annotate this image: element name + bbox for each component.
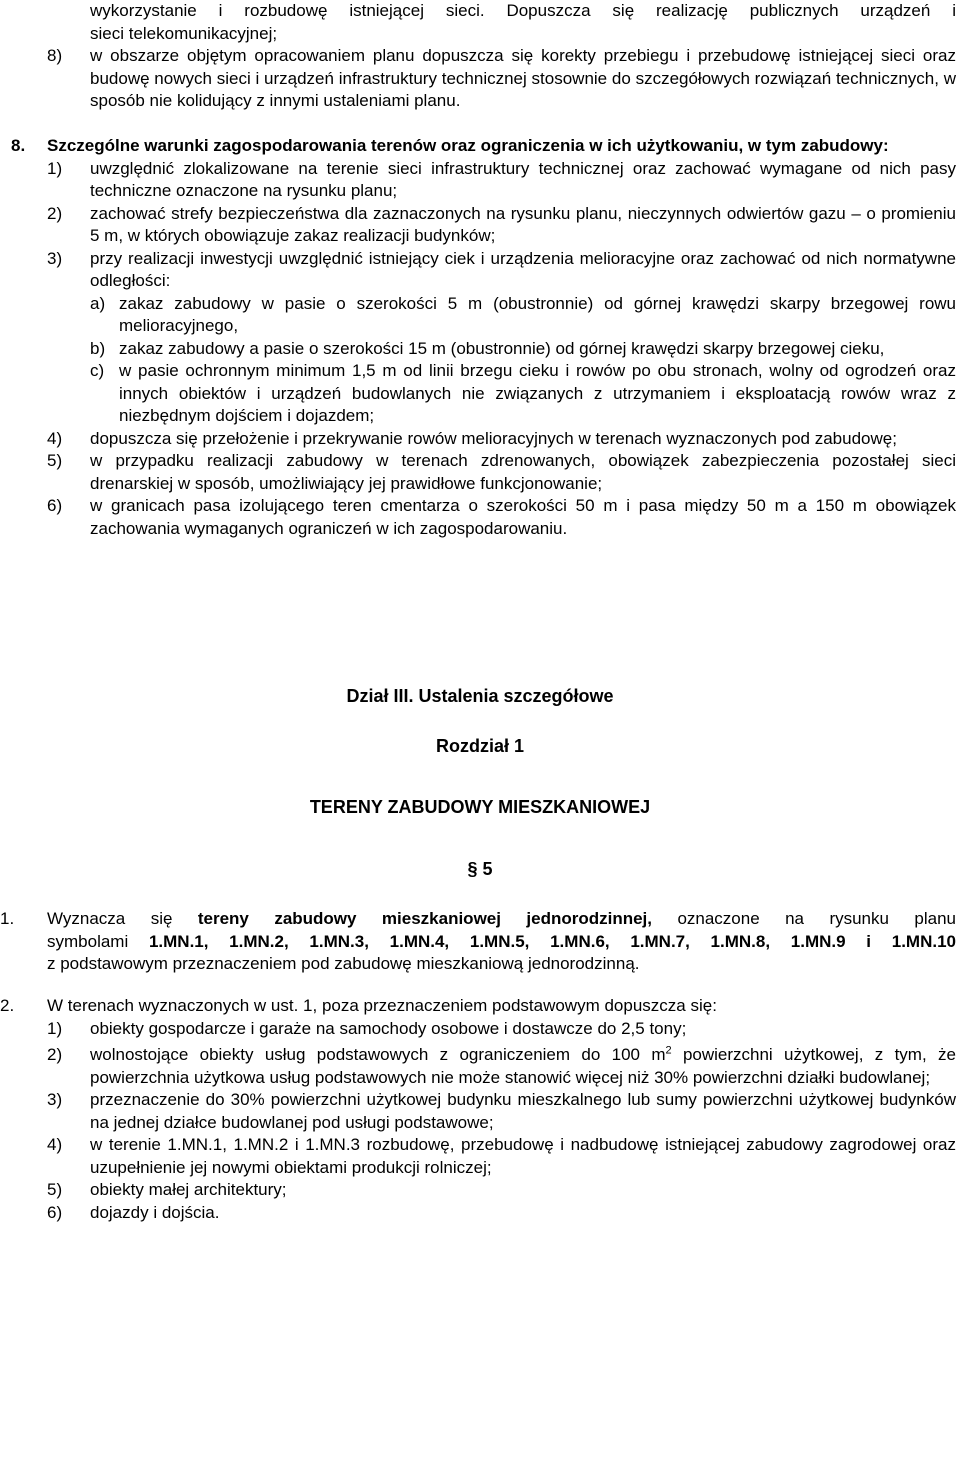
sub-item-letter: a) (90, 293, 106, 313)
section-heading: Szczególne warunki zagospodarowania terenów oraz ograniczenia w ich użytkowaniu, w tym zabudowy: (47, 136, 889, 155)
paragraph-2-intro (0, 995, 960, 1018)
paragraph-1-body (0, 908, 960, 976)
top-continuation (0, 0, 960, 113)
symbol-list: 1.MN.1, 1.MN.2, 1.MN.3, 1.MN.4, 1.MN.5, 1.MN.6, 1.MN.7, 1.MN.8, 1.MN.9 i 1.MN.10 (148, 931, 956, 951)
sub-item-text: zakaz zabudowy a pasie o szerokości 15 m (obustronnie) od górnej krawędzi skarpy brzegowej cieku, (119, 338, 885, 358)
list-text: dopuszcza się przełożenie i przekrywanie rowów melioracyjnych w terenach wyznaczonych pod zabudowę; (90, 428, 897, 448)
paragraph-1 (0, 908, 960, 976)
list-text: obiekty małej architektury; (90, 1180, 287, 1199)
list-number: 2) (47, 1045, 63, 1064)
paragraph-number: 1. (0, 909, 15, 928)
list-number: 5) (47, 1180, 63, 1199)
section-8-heading (0, 135, 960, 158)
sub-item-b (0, 338, 960, 361)
section-number: 8. (11, 136, 26, 155)
list-item-1 (0, 158, 960, 203)
sub-item-text: zakaz zabudowy w pasie o szerokości 5 m (obustronnie) od górnej krawędzi skarpy brzegowej rowu melioracyjnego, (119, 293, 956, 335)
list-text: obiekty gospodarcze i garaże na samochody osobowe i dostawcze do 2,5 tony; (90, 1018, 687, 1038)
list-number: 1) (47, 1018, 63, 1038)
list-text: dojazdy i dojścia. (90, 1202, 220, 1222)
p2-item-4 (0, 1134, 960, 1179)
sub-item-c (0, 360, 960, 428)
text-run: symbolami (47, 931, 149, 951)
list-number: 4) (47, 1135, 63, 1154)
chapter-heading: Rozdział 1 (435, 736, 524, 756)
top-line-2: sieci telekomunikacyjnej; (90, 23, 278, 43)
paragraph-1-line-3: z podstawowym przeznaczeniem pod zabudowę mieszkaniową jednorodzinną. (47, 954, 640, 973)
list-number: 3) (47, 1090, 63, 1109)
top-line-1: wykorzystanie i rozbudowę istniejącej sieci. Dopuszcza się realizację publicznych urządzeń i (90, 1, 956, 20)
list-number: 4) (47, 428, 63, 448)
p2-item-5 (0, 1179, 960, 1202)
list-text: zachować strefy bezpieczeństwa dla zaznaczonych na rysunku planu, nieczynnych odwiertów gazu – o promieniu 5 m, w których obowiązuje zakaz realizacji budynków; (90, 203, 956, 245)
list-item-5 (0, 450, 960, 495)
section-8 (0, 135, 960, 540)
p2-item-3 (0, 1089, 960, 1134)
sub-item-text: w pasie ochronnym minimum 1,5 m od linii brzegu cieku i rowów po obu stronach, wolny od ogrodzeń oraz innych obiektów i urządzeń budowlanych nie związanych z utrzymaniem i eksploatacją rowów wraz z niezbędnym dojściem i dojazdem; (119, 361, 956, 425)
list-text: przeznaczenie do 30% powierzchni użytkowej budynku mieszkalnego lub sumy powierzchni użytkowej budynków na jednej działce budowlanej pod usługi podstawowe; (90, 1090, 956, 1132)
list-number: 2) (47, 203, 63, 223)
text-run: powierzchni użytkowej, z tym, że powierzchnia użytkowa usług podstawowych nie może stanowić więcej niż 30% powierzchni działki budowlanej; (90, 1045, 956, 1087)
chapter-title: TERENY ZABUDOWY MIESZKANIOWEJ (309, 797, 651, 817)
list-text: uwzględnić zlokalizowane na terenie sieci infrastruktury technicznej oraz zachować wymagane od nich pasy techniczne oznaczone na rysunku planu; (90, 158, 956, 200)
p2-item-6 (0, 1202, 960, 1225)
text-run: oznaczone na rysunku planu (652, 909, 956, 928)
list-item-8 (0, 45, 960, 113)
sub-item-letter: c) (90, 361, 105, 380)
list-number: 6) (47, 496, 63, 515)
list-number: 5) (47, 451, 63, 470)
p2-item-1 (0, 1018, 960, 1041)
list-text: przy realizacji inwestycji uwzględnić istniejący ciek i urządzenia melioracyjne oraz zachować od nich normatywne odległości: (90, 248, 956, 290)
list-number: 8) (47, 46, 63, 65)
list-item-6 (0, 495, 960, 540)
superscript: 2 (665, 1044, 672, 1057)
list-item-3 (0, 248, 960, 293)
paragraph-1-line-2 (47, 931, 956, 954)
p2-item-2 (0, 1044, 960, 1089)
list-text: w obszarze objętym opracowaniem planu dopuszcza się korekty przebiegu i przebudowę istniejącej sieci oraz budowę nowych sieci i urządzeń infrastruktury technicznej stosownie do szczegółowych rozwiązań technicznych, w sposób nie kolidujący z innymi ustaleniami planu. (90, 46, 956, 110)
paragraph-mark: § 5 (467, 859, 493, 879)
paragraph-number: 2. (0, 996, 15, 1015)
list-text: w terenie 1.MN.1, 1.MN.2 i 1.MN.3 rozbudowę, przebudowę i nadbudowę istniejącej zabudowy zagrodowej oraz uzupełnienie jej nowymi obiektami produkcji rolniczej; (90, 1135, 956, 1177)
bold-run: tereny zabudowy mieszkaniowej jednorodzinnej, (197, 909, 653, 928)
list-text (90, 1044, 956, 1089)
paragraph-2 (0, 995, 960, 1224)
sub-item-letter: b) (90, 338, 106, 358)
list-text: w przypadku realizacji zabudowy w terenach zdrenowanych, obowiązek zabezpieczenia pozostałej sieci drenarskiej w sposób, umożliwiający jej prawidłowe funkcjonowanie; (90, 451, 956, 493)
text-run: wolnostojące obiekty usług podstawowych z ograniczeniem do 100 m (90, 1045, 666, 1064)
sub-item-a (0, 293, 960, 338)
list-item-4 (0, 428, 960, 451)
list-number: 3) (47, 248, 63, 268)
list-number: 1) (47, 158, 63, 178)
text-run: Wyznacza się (47, 909, 198, 928)
list-number: 6) (47, 1202, 63, 1222)
paragraph-1-line-1 (47, 908, 956, 931)
list-item-2 (0, 203, 960, 248)
paragraph-intro: W terenach wyznaczonych w ust. 1, poza przeznaczeniem podstawowym dopuszcza się: (47, 996, 717, 1015)
division-heading: Dział III. Ustalenia szczegółowe (346, 686, 614, 706)
list-text: w granicach pasa izolującego teren cmentarza o szerokości 50 m i pasa między 50 m a 150 m obowiązek zachowania wymaganych ograniczeń w ich zagospodarowaniu. (90, 496, 956, 538)
